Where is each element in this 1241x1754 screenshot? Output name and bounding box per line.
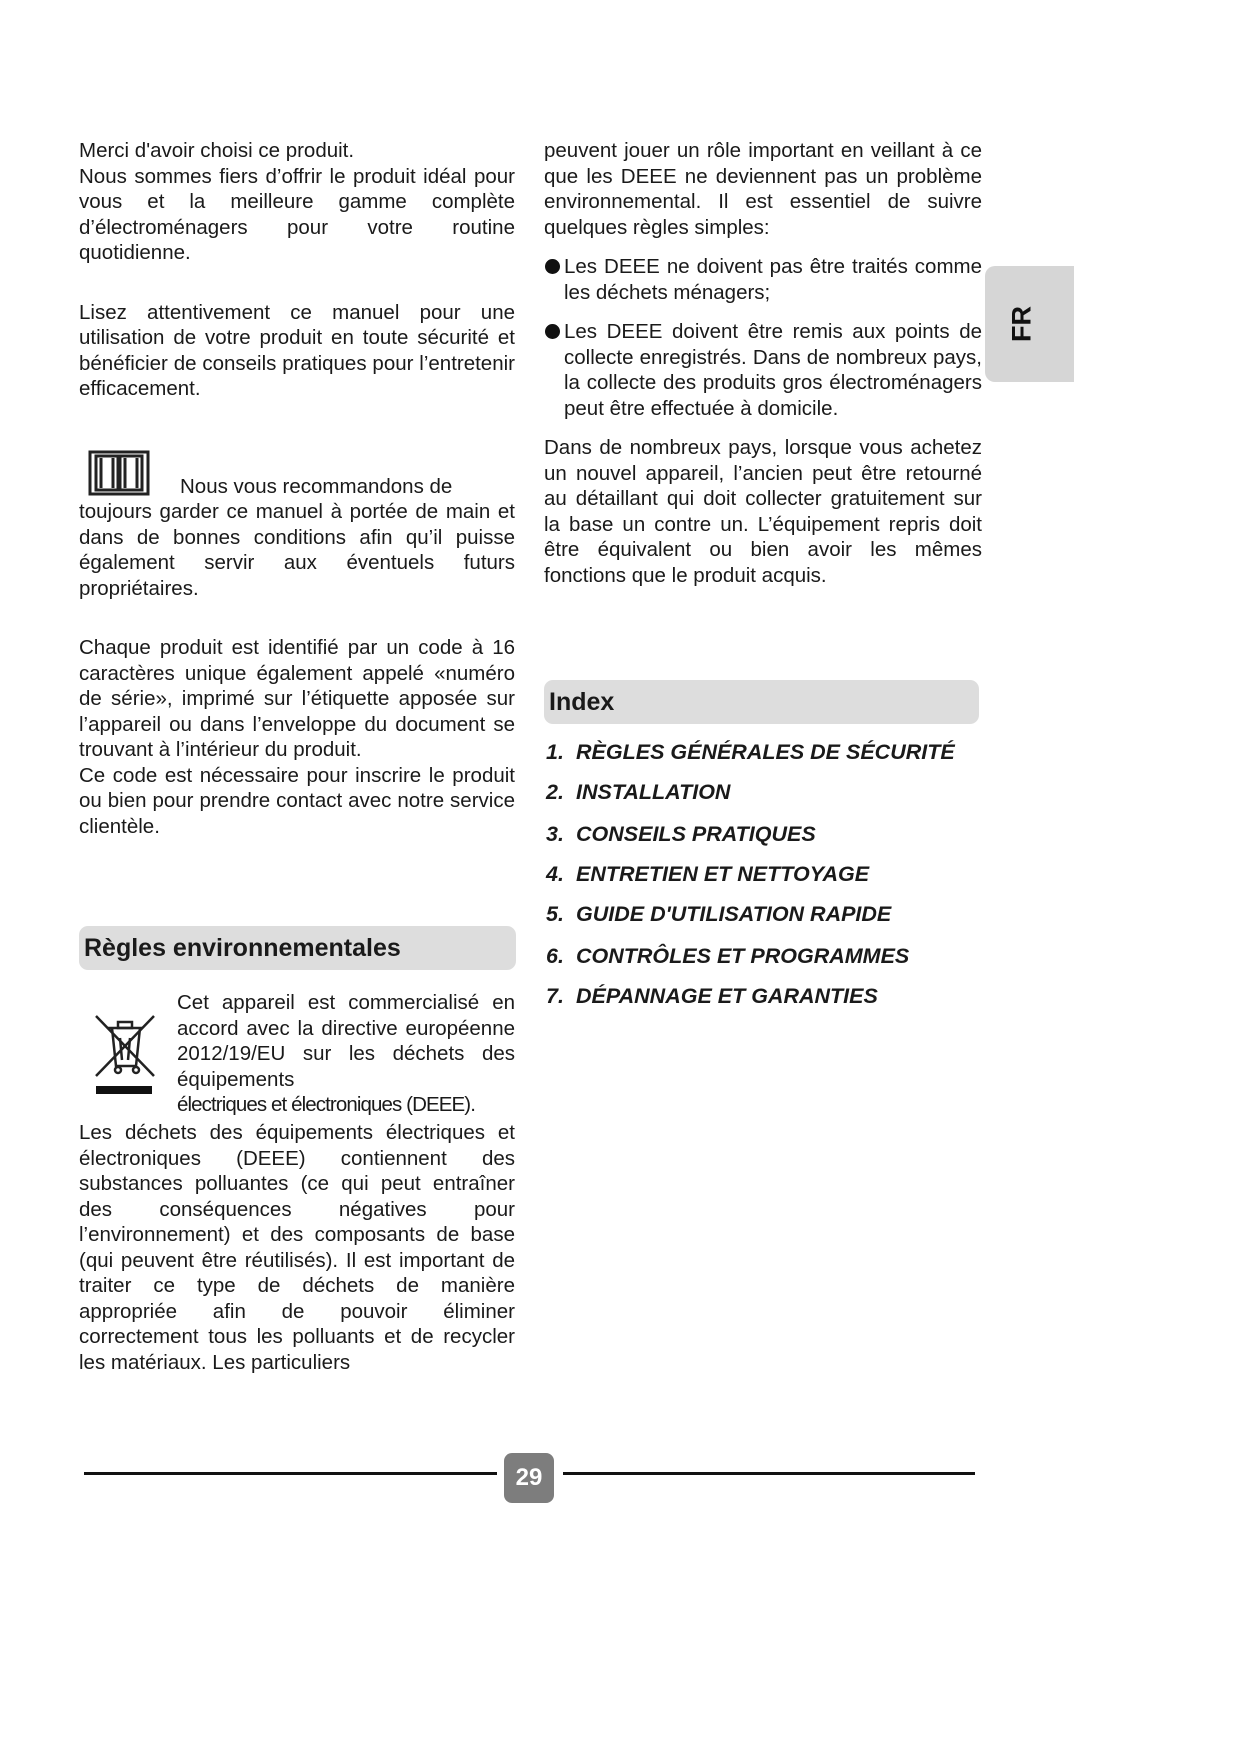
index-item-troubleshooting[interactable]: 7. DÉPANNAGE ET GARANTIES xyxy=(546,984,878,1008)
weee-directive-text: Cet appareil est commercialisé en accord avec la directive européenne 2012/19/EU sur les déchets des équipements xyxy=(177,991,515,1091)
index-item-safety[interactable]: 1. RÈGLES GÉNÉRALES DE SÉCURITÉ xyxy=(546,740,955,764)
thanks-line: Merci d'avoir choisi ce produit. xyxy=(79,139,355,162)
bullet-item xyxy=(544,254,982,305)
right-column xyxy=(544,138,982,588)
index-item-tips[interactable]: 3. CONSEILS PRATIQUES xyxy=(546,822,816,846)
footer-rule-right xyxy=(563,1472,975,1475)
read-manual-paragraph: Lisez attentivement ce manuel pour une utilisation de votre produit en toute sécurité et bénéficier de conseils pratiques pour l’entretenir efficacement. xyxy=(79,300,515,400)
bullet-text: Les DEEE ne doivent pas être traités comme les déchets ménagers; xyxy=(564,255,982,304)
weee-body-paragraph: Les déchets des équipements électriques et électroniques (DEEE) contiennent des substances polluantes (ce qui peut entraîner des conséquences négatives pour l’environnement) et des composants de base (qui peuvent être réutilisés). Il est important de traiter ce type de déchets de manière appropriée afin de pouvoir éliminer correctement tous les polluants et de recycler les matériaux. Les particuliers xyxy=(79,1121,515,1374)
bullet-item xyxy=(544,319,982,421)
language-tab xyxy=(985,266,1074,382)
weee-directive-end: électriques et électroniques (DEEE). xyxy=(177,1093,476,1116)
service-paragraph: Ce code est nécessaire pour inscrire le produit ou bien pour prendre contact avec notre service clientèle. xyxy=(79,763,515,838)
bullet-dot-icon xyxy=(545,259,560,274)
book-icon xyxy=(88,448,150,498)
keep-manual-first-line: Nous vous recommandons de xyxy=(180,474,453,498)
keep-manual-paragraph: toujours garder ce manuel à portée de main et dans de bonnes conditions afin qu’il puisse également servir aux éventuels futurs propriétaires. xyxy=(79,500,515,600)
index-item-installation[interactable]: 2. INSTALLATION xyxy=(546,780,731,804)
environment-heading: Règles environnementales xyxy=(79,926,516,970)
serial-number-paragraph: Chaque produit est identifié par un code à 16 caractères unique également appelé «numéro de série», imprimé sur l’étiquette apposée sur l’appareil ou dans l’enveloppe du document se trouvant à l’intérieur du produit. xyxy=(79,636,515,761)
weee-continued-paragraph: peuvent jouer un rôle important en veillant à ce que les DEEE ne deviennent pas un problème environnemental. Il est essentiel de suivre quelques règles simples: xyxy=(544,139,982,239)
index-item-quick-guide[interactable]: 5. GUIDE D'UTILISATION RAPIDE xyxy=(546,902,892,926)
crossed-bin-icon xyxy=(92,1010,158,1098)
take-back-paragraph: Dans de nombreux pays, lorsque vous achetez un nouvel appareil, l’ancien peut être retourné au détaillant qui doit collecter gratuitement sur la base un contre un. L’équipement repris doit être équivalent ou bien avoir les mêmes fonctions que le produit acquis. xyxy=(544,436,982,587)
bullet-dot-icon xyxy=(545,324,560,339)
bullet-text: Les DEEE doivent être remis aux points de collecte enregistrés. Dans de nombreux pays, la collecte des produits gros électroménagers peut être effectuée à domicile. xyxy=(564,320,982,420)
footer-rule-left xyxy=(84,1472,497,1475)
weee-intro xyxy=(177,990,515,1118)
intro-paragraph: Nous sommes fiers d’offrir le produit idéal pour vous et la meilleure gamme complète d’électroménagers pour votre routine quotidienne. xyxy=(79,164,515,264)
language-tab-label: FR xyxy=(1006,306,1037,342)
index-heading: Index xyxy=(544,680,979,724)
index-item-controls[interactable]: 6. CONTRÔLES ET PROGRAMMES xyxy=(546,944,910,968)
page-number-badge: 29 xyxy=(504,1453,554,1503)
index-item-maintenance[interactable]: 4. ENTRETIEN ET NETTOYAGE xyxy=(546,862,870,886)
